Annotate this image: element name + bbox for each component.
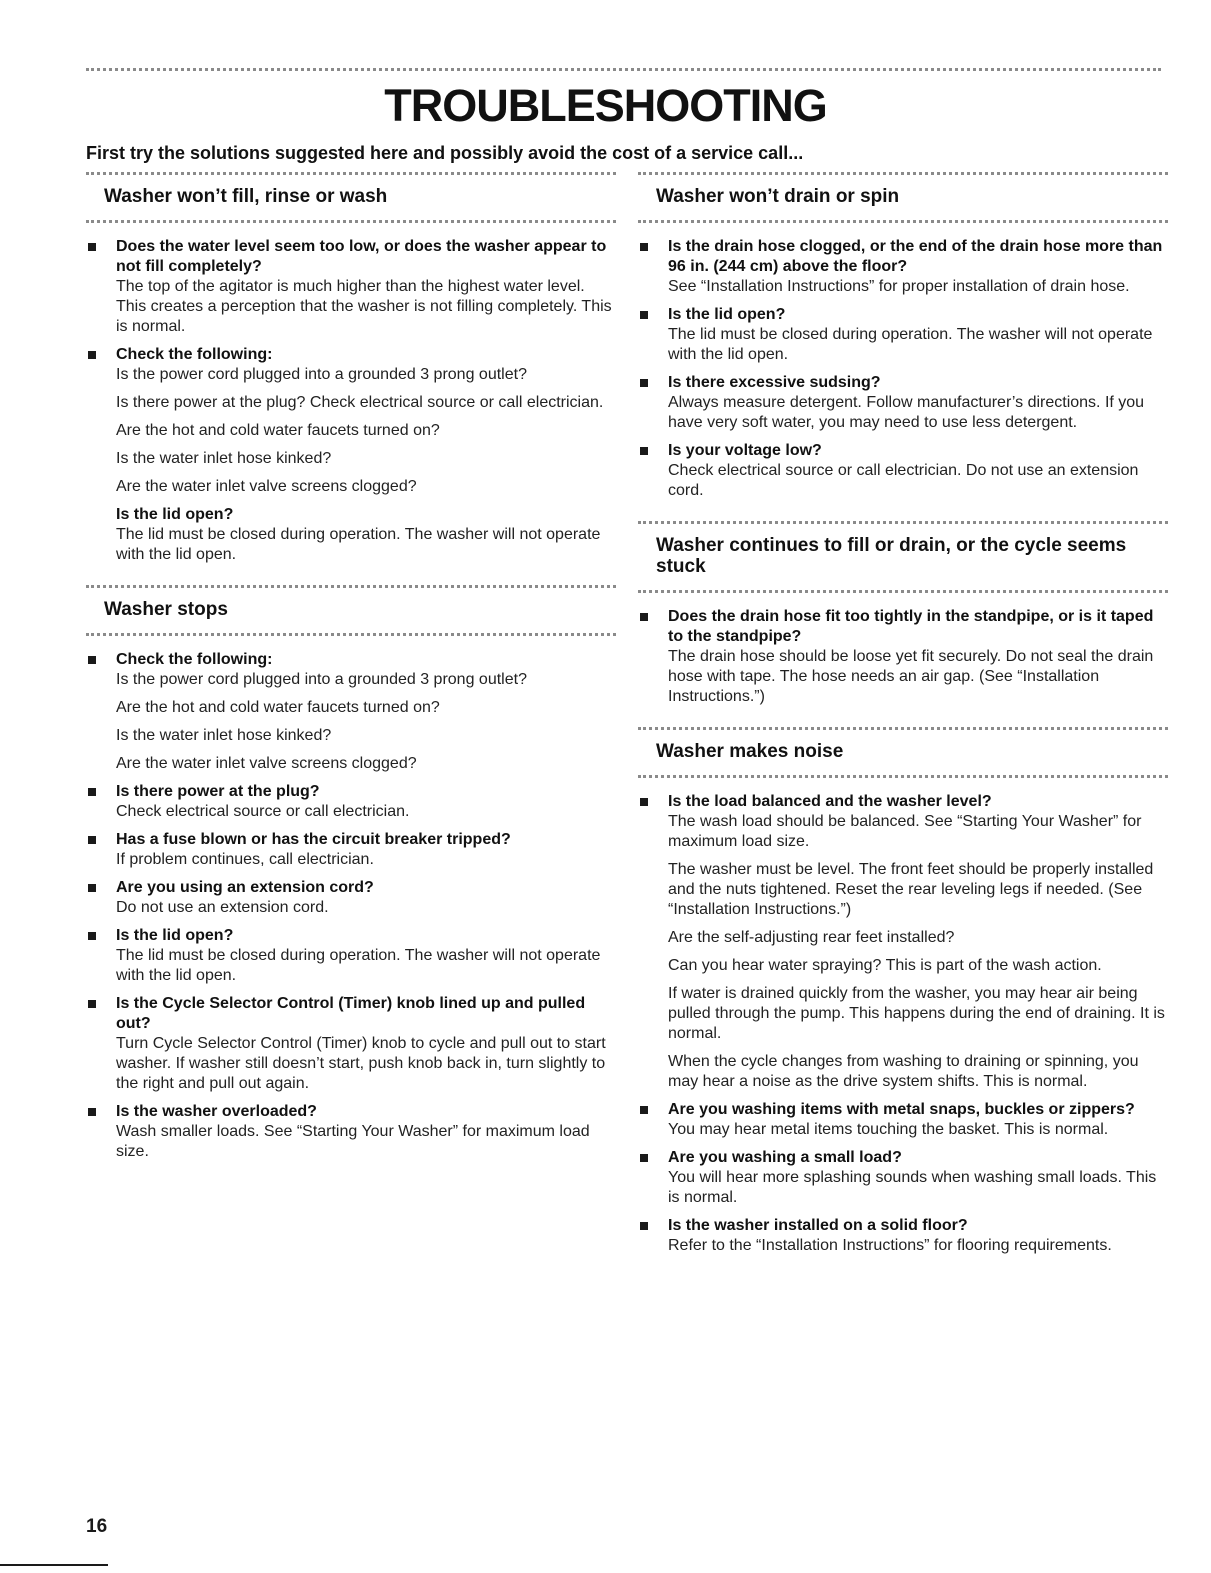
page-title: TROUBLESHOOTING (384, 80, 827, 131)
item-answer: Are the water inlet valve screens clogged? (116, 755, 417, 772)
item-answer: The lid must be closed during operation. The washer will not operate with the lid open. (116, 526, 601, 563)
list-item (86, 650, 616, 774)
item-answer: Refer to the “Installation Instructions” for flooring requirements. (668, 1237, 1112, 1254)
item-answer: Is the water inlet hose kinked? (116, 450, 332, 467)
item-question: Is the load balanced and the washer level? (668, 793, 992, 810)
section-heading: Washer continues to fill or drain, or the cycle seems stuck (638, 521, 1168, 593)
bullet-icon (88, 884, 96, 892)
bullet-icon (88, 351, 96, 359)
item-answer: Are the hot and cold water faucets turned on? (116, 422, 440, 439)
item-answer: Are the self-adjusting rear feet installed? (668, 929, 955, 946)
item-question: Are you washing a small load? (668, 1149, 902, 1166)
page-number: 16 (86, 1516, 108, 1537)
section-wont-drain (638, 172, 1168, 501)
section-heading: Washer won’t fill, rinse or wash (86, 172, 616, 223)
item-answer: If problem continues, call electrician. (116, 851, 374, 868)
section-washer-stops (86, 585, 616, 1162)
bullet-icon (88, 788, 96, 796)
right-column (638, 172, 1168, 1264)
item-question: Is the drain hose clogged, or the end of the drain hose more than 96 in. (244 cm) above the floor? (668, 238, 1163, 275)
section-cycle-stuck (638, 521, 1168, 707)
item-answer: The top of the agitator is much higher than the highest water level. This creates a perception that the washer is not filling completely. This is normal. (116, 278, 612, 335)
item-answer: If water is drained quickly from the washer, you may hear air being pulled through the pump. This happens during the end of draining. It is normal. (668, 985, 1165, 1042)
list-item (86, 345, 616, 565)
bullet-icon (88, 656, 96, 664)
item-answer: You will hear more splashing sounds when washing small loads. This is normal. (668, 1169, 1157, 1206)
item-question: Has a fuse blown or has the circuit breaker tripped? (116, 831, 511, 848)
list-item (638, 441, 1168, 501)
list-item (86, 237, 616, 337)
bullet-icon (640, 379, 648, 387)
item-question: Is the lid open? (116, 927, 234, 944)
item-question: Is the washer overloaded? (116, 1103, 317, 1120)
bullet-icon (88, 1000, 96, 1008)
section-wont-fill (86, 172, 616, 565)
item-question: Is your voltage low? (668, 442, 822, 459)
section-heading: Washer stops (86, 585, 616, 636)
item-answer: Is the water inlet hose kinked? (116, 727, 332, 744)
list-item (86, 1102, 616, 1162)
item-answer: Do not use an extension cord. (116, 899, 329, 916)
item-question: Is the Cycle Selector Control (Timer) knob lined up and pulled out? (116, 995, 586, 1032)
item-answer: Check electrical source or call electrician. (116, 803, 410, 820)
item-answer: The drain hose should be loose yet fit securely. Do not seal the drain hose with tape. The hose needs an air gap. (See “Installation Instructions.”) (668, 648, 1154, 705)
item-answer: Can you hear water spraying? This is part of the wash action. (668, 957, 1102, 974)
item-subquestion: Is the lid open? (116, 506, 234, 523)
item-question: Is the lid open? (668, 306, 786, 323)
bullet-icon (640, 447, 648, 455)
list-item (638, 237, 1168, 297)
bullet-icon (640, 243, 648, 251)
list-item (86, 830, 616, 870)
item-question: Does the drain hose fit too tightly in the standpipe, or is it taped to the standpipe? (668, 608, 1154, 645)
item-question: Is there power at the plug? (116, 783, 320, 800)
item-answer: The lid must be closed during operation. The washer will not operate with the lid open. (116, 947, 601, 984)
item-question: Is the washer installed on a solid floor? (668, 1217, 968, 1234)
item-answer: You may hear metal items touching the basket. This is normal. (668, 1121, 1109, 1138)
bullet-icon (88, 243, 96, 251)
section-heading: Washer makes noise (638, 727, 1168, 778)
item-answer: Turn Cycle Selector Control (Timer) knob to cycle and pull out to start washer. If washer still doesn’t start, push knob back in, turn slightly to the right and pull out again. (116, 1035, 606, 1092)
item-answer: Always measure detergent. Follow manufacturer’s directions. If you have very soft water, you may need to use less detergent. (668, 394, 1145, 431)
item-answer: Check electrical source or call electrician. Do not use an extension cord. (668, 462, 1139, 499)
list-item (638, 305, 1168, 365)
top-rule (86, 68, 1161, 71)
item-question: Check the following: (116, 651, 273, 668)
page-intro: First try the solutions suggested here and possibly avoid the cost of a service call... (86, 143, 804, 163)
bullet-icon (640, 1106, 648, 1114)
list-item (638, 1216, 1168, 1256)
bullet-icon (88, 1108, 96, 1116)
bullet-icon (640, 613, 648, 621)
item-answer: See “Installation Instructions” for proper installation of drain hose. (668, 278, 1130, 295)
item-question: Is there excessive sudsing? (668, 374, 881, 391)
item-question: Are you washing items with metal snaps, buckles or zippers? (668, 1101, 1135, 1118)
item-answer: Is the power cord plugged into a grounded 3 prong outlet? (116, 366, 527, 383)
item-answer: Wash smaller loads. See “Starting Your Washer” for maximum load size. (116, 1123, 590, 1160)
item-answer: Is there power at the plug? Check electrical source or call electrician. (116, 394, 604, 411)
section-heading: Washer won’t drain or spin (638, 172, 1168, 223)
list-item (638, 792, 1168, 1092)
item-question: Are you using an extension cord? (116, 879, 374, 896)
bullet-icon (640, 1154, 648, 1162)
item-answer: Is the power cord plugged into a grounded 3 prong outlet? (116, 671, 527, 688)
item-answer: The wash load should be balanced. See “Starting Your Washer” for maximum load size. (668, 813, 1142, 850)
bullet-icon (88, 932, 96, 940)
item-answer: Are the water inlet valve screens clogged? (116, 478, 417, 495)
item-answer: The lid must be closed during operation. The washer will not operate with the lid open. (668, 326, 1153, 363)
section-makes-noise (638, 727, 1168, 1256)
left-column (86, 172, 616, 1170)
list-item (86, 994, 616, 1094)
list-item (638, 373, 1168, 433)
bullet-icon (640, 311, 648, 319)
item-answer: When the cycle changes from washing to draining or spinning, you may hear a noise as the drive system shifts. This is normal. (668, 1053, 1139, 1090)
list-item (638, 1148, 1168, 1208)
list-item (86, 782, 616, 822)
bullet-icon (88, 836, 96, 844)
item-question: Does the water level seem too low, or does the washer appear to not fill completely? (116, 238, 607, 275)
item-question: Check the following: (116, 346, 273, 363)
list-item (86, 878, 616, 918)
bottom-rule (0, 1564, 108, 1566)
item-answer: The washer must be level. The front feet should be properly installed and the nuts tightened. Reset the rear leveling legs if needed. (See “Installation Instructions.”) (668, 861, 1154, 918)
bullet-icon (640, 1222, 648, 1230)
list-item (638, 1100, 1168, 1140)
item-answer: Are the hot and cold water faucets turned on? (116, 699, 440, 716)
bullet-icon (640, 798, 648, 806)
list-item (86, 926, 616, 986)
list-item (638, 607, 1168, 707)
